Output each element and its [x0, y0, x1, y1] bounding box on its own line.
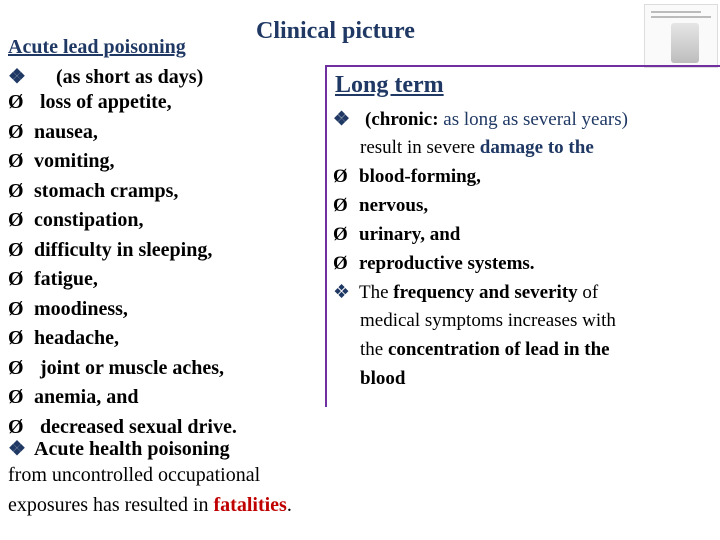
symptom-item: Ø decreased sexual drive. [8, 415, 237, 438]
arrow-bullet-icon: Ø [8, 179, 24, 202]
symptom-item: Ø loss of appetite, [8, 91, 172, 113]
arrow-bullet-icon: Ø [333, 224, 348, 245]
arrow-bullet-icon: Ø [8, 209, 24, 231]
arrow-bullet-icon: Ø [8, 327, 24, 349]
thumbnail-text-line [651, 11, 701, 13]
arrow-bullet-icon: Ø [8, 386, 24, 408]
diamond-bullet-icon: ❖ [8, 438, 26, 460]
frequency-line-1: ❖ The frequency and severity of [333, 282, 599, 303]
arrow-bullet-icon: Ø [333, 253, 348, 274]
long-term-heading: Long term [335, 72, 444, 98]
frequency-line-2: medical symptoms increases with [360, 310, 616, 331]
thumbnail-image [644, 4, 718, 68]
arrow-bullet-icon: Ø [8, 120, 24, 143]
arrow-bullet-icon: Ø [8, 415, 24, 438]
symptom-item: Ø nausea, [8, 120, 98, 143]
acute-duration: ❖ (as short as days) [8, 66, 204, 88]
diamond-bullet-icon: ❖ [333, 282, 351, 303]
symptom-item: Ø headache, [8, 327, 119, 349]
arrow-bullet-icon: Ø [333, 166, 348, 187]
frequency-line-3: the concentration of lead in the [360, 339, 610, 360]
arrow-bullet-icon: Ø [8, 297, 24, 320]
system-item: Ø blood-forming, [333, 166, 481, 187]
arrow-bullet-icon: Ø [8, 150, 24, 172]
arrow-bullet-icon: Ø [8, 356, 24, 379]
frequency-line-4: blood [360, 368, 406, 389]
system-item: Ø reproductive systems. [333, 253, 535, 274]
diamond-bullet-icon: ❖ [333, 109, 351, 130]
arrow-bullet-icon: Ø [8, 238, 24, 261]
occupational-line-3: exposures has resulted in fatalities. [8, 494, 292, 516]
symptom-item: Ø joint or muscle aches, [8, 356, 225, 379]
occupational-line-2: from uncontrolled occupational [8, 464, 261, 486]
system-item: Ø urinary, and [333, 224, 461, 245]
chronic-line: ❖ (chronic: as long as several years) [333, 109, 628, 130]
symptom-item: Ø stomach cramps, [8, 179, 179, 202]
arrow-bullet-icon: Ø [8, 91, 24, 113]
thumbnail-text-line [651, 16, 711, 18]
result-line: result in severe damage to the [360, 137, 594, 158]
acute-heading: Acute lead poisoning [8, 36, 186, 58]
slide-title: Clinical picture [256, 18, 415, 44]
symptom-item: Ø fatigue, [8, 268, 98, 290]
symptom-item: Ø constipation, [8, 209, 144, 231]
arrow-bullet-icon: Ø [8, 268, 24, 290]
symptom-item: Ø moodiness, [8, 297, 128, 320]
diamond-bullet-icon: ❖ [8, 66, 26, 88]
arrow-bullet-icon: Ø [333, 195, 348, 216]
xray-image [671, 23, 699, 63]
fatalities-text: fatalities [213, 494, 287, 516]
symptom-item: Ø difficulty in sleeping, [8, 238, 213, 261]
system-item: Ø nervous, [333, 195, 429, 216]
symptom-item: Ø vomiting, [8, 150, 115, 172]
symptom-item: Ø anemia, and [8, 386, 139, 408]
occupational-line-1: ❖ Acute health poisoning [8, 438, 230, 460]
